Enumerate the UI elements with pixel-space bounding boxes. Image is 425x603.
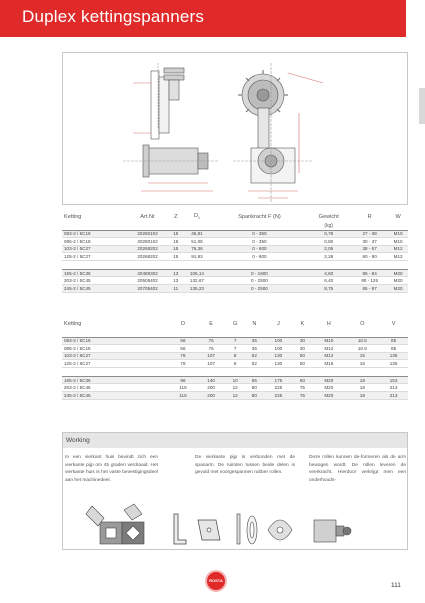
table-cell: 75 (293, 384, 312, 392)
table-cell: 135 (379, 360, 408, 368)
angle-bracket-icon (174, 514, 186, 544)
table-cell: 30 (293, 337, 312, 345)
col-header: R (367, 214, 372, 220)
table-row (62, 269, 408, 277)
col-header: W (395, 214, 401, 220)
flat-rod-icon (237, 514, 240, 544)
table-cell: 8 (226, 352, 245, 360)
table-row (62, 260, 408, 269)
table-cell: M20 (312, 376, 346, 384)
table-cell: 7 (226, 337, 245, 345)
table-cell: 103-2 / 5C27 (62, 245, 125, 253)
table-cell: 0 - 2500 (212, 277, 306, 285)
table-cell: 30 - 37 (351, 238, 388, 246)
table-cell: 085-2 / 5C18 (62, 345, 169, 353)
table-cell: 140 (197, 376, 226, 384)
table-cell: 225 (264, 392, 293, 400)
table-cell: 103-2 / 5C27 (62, 352, 169, 360)
table-cell: 80 (245, 384, 264, 392)
cylinder-roller-icon (314, 520, 351, 542)
table-row (62, 376, 408, 384)
table-cell: 0 - 1600 (212, 269, 306, 277)
table-cell: 76,36 (181, 245, 212, 253)
table-cell: 85 - 84 (351, 269, 388, 277)
table-row (62, 212, 408, 222)
table-cell: 16 (346, 360, 380, 368)
working-title: Working (63, 433, 407, 448)
working-text-3: Deze rollen kunnen de-formeren als de arm bewogen wordt. De rollen leveren de veerkracht. Hierdoor verkrijgt men een onderhouds- (309, 455, 406, 483)
table-cell: 60 (293, 376, 312, 384)
table-cell: 76 (169, 352, 197, 360)
table-row (62, 253, 408, 261)
table-cell (62, 260, 408, 269)
table-cell (212, 222, 306, 230)
table-cell: 38 - 67 (351, 245, 388, 253)
table-cell: 245-2 / 5C45 (62, 285, 125, 293)
page-title: Duplex kettingspanners (22, 7, 205, 26)
table-cell: 0,80 (306, 238, 351, 246)
table-cell: 20505402 (125, 277, 170, 285)
table-cell (62, 329, 408, 337)
table-cell: 18 (346, 384, 380, 392)
table-cell: 203-2 / 5C45 (62, 277, 125, 285)
table-row (62, 329, 408, 337)
table-row (62, 367, 408, 376)
table-row (62, 352, 408, 360)
table-cell: 130 (264, 360, 293, 368)
table-cell: 135 (379, 352, 408, 360)
table-cell: 10.5 (346, 345, 380, 353)
col-header: Art.Nr (140, 214, 155, 220)
table-cell: 85 - 97 (351, 285, 388, 293)
table-cell: 76 (169, 360, 197, 368)
col-header: N (252, 321, 257, 327)
col-header: D (180, 321, 185, 327)
dimensions-table-2 (62, 319, 408, 400)
table-cell: 60 - 90 (351, 253, 388, 261)
table-cell: 10 (226, 376, 245, 384)
working-text-2: De vierkante pijp is verbonden met de spanarm. De ruimten tussen beide delen is gevuld met voorgespannen rubber rollen. (195, 455, 295, 475)
title-bar (0, 0, 406, 37)
col-header: O (360, 321, 365, 327)
table-cell: 0 - 2500 (212, 285, 306, 293)
table-cell: 12 (226, 384, 245, 392)
table-cell: 200 (197, 392, 226, 400)
table-cell: 11 (170, 285, 181, 293)
table-cell: 200 (197, 384, 226, 392)
col-header: E (209, 321, 213, 327)
table-cell: M20 (388, 269, 408, 277)
table-cell: 15 (346, 352, 380, 360)
table-cell: 213 (379, 384, 408, 392)
table-cell: M16 (312, 360, 346, 368)
working-text-1: In een vierkant huis bevindt zich een vierkante pijp om 45 graden verdraaid. Het vierkante huis is het vaste bevestigingsdeel aan het machinedeel. (65, 455, 158, 483)
col-header: J (276, 321, 280, 327)
table-cell: 165-2 / 5C36 (62, 376, 169, 384)
brand-logo: ROSTA (205, 570, 227, 592)
table-cell: 175 (264, 376, 293, 384)
table-cell: 20280102 (125, 238, 170, 246)
table-cell: M10 (388, 230, 408, 238)
col-header: H (326, 321, 331, 327)
table-cell: 52 (245, 360, 264, 368)
col-header: V (391, 321, 396, 327)
table-cell: M12 (312, 352, 346, 360)
table-cell: M10 (388, 238, 408, 246)
table-cell: 91,93 (181, 253, 212, 261)
table-row (62, 360, 408, 368)
table-cell: 115 (169, 384, 197, 392)
table-row (62, 277, 408, 285)
table-cell: 50 (293, 352, 312, 360)
table-cell: 4,60 (306, 269, 351, 277)
table-cell: 225 (264, 384, 293, 392)
table-cell: 153 (379, 376, 408, 384)
table-cell: 2,28 (306, 253, 351, 261)
table-cell: 8 (226, 360, 245, 368)
table-cell: 75 (197, 337, 226, 345)
table-cell (181, 222, 212, 230)
table-cell: 35 (245, 337, 264, 345)
table-cell: 15 (170, 253, 181, 261)
table-cell: 085-2 / 5C18 (62, 238, 125, 246)
table-cell: 0,76 (306, 230, 351, 238)
table-cell: 50 (293, 360, 312, 368)
table-cell: 80 (245, 392, 264, 400)
table-cell: M10 (312, 337, 346, 345)
side-tab-marker (419, 88, 425, 124)
table-cell: 125-2 / 5C27 (62, 360, 169, 368)
table-cell: 15 (170, 245, 181, 253)
table-cell: 96 (169, 376, 197, 384)
table-row (62, 245, 408, 253)
table-row (62, 319, 408, 329)
table-cell: 18 (346, 376, 380, 384)
table-cell: 75 (293, 392, 312, 400)
table-row (62, 230, 408, 238)
table-cell: 083-2 / 5C16 (62, 230, 125, 238)
table-cell: M20 (388, 277, 408, 285)
unit-label: (kg) (324, 222, 334, 229)
table-cell: M20 (312, 384, 346, 392)
table-cell: 85 (379, 345, 408, 353)
rubber-ring-icon (247, 516, 257, 544)
working-illustrations (62, 500, 408, 550)
table-cell: 213 (379, 392, 408, 400)
table-cell: 20280102 (125, 230, 170, 238)
table-cell: 125-2 / 5C27 (62, 253, 125, 261)
table-cell: 6,40 (306, 277, 351, 285)
table-row (62, 337, 408, 345)
table-cell: 56 (169, 345, 197, 353)
table-cell: 51,08 (181, 238, 212, 246)
table-cell: 132,67 (181, 277, 212, 285)
table-cell: M20 (388, 285, 408, 293)
table-cell: M12 (312, 345, 346, 353)
table-row (62, 222, 408, 230)
table-cell: 90 - 125 (351, 277, 388, 285)
page-number: 111 (391, 582, 401, 589)
table-cell: 0 - 350 (212, 238, 306, 246)
table-cell (62, 367, 408, 376)
table-cell: 45,81 (181, 230, 212, 238)
table-cell: 12 (226, 392, 245, 400)
table-cell: 135,23 (181, 285, 212, 293)
table-cell: 65 (245, 376, 264, 384)
table-cell: 52 (245, 352, 264, 360)
table-cell: 130 (264, 352, 293, 360)
table-cell: 56 (169, 337, 197, 345)
table-cell: 13 (170, 269, 181, 277)
table-cell: 106,14 (181, 269, 212, 277)
table-row (62, 384, 408, 392)
table-cell: 8,75 (306, 285, 351, 293)
table-cell: 245-2 / 5C45 (62, 392, 169, 400)
table-cell: 15 (170, 230, 181, 238)
col-header: Z (174, 214, 178, 220)
dimensions-table-1 (62, 212, 408, 293)
table-cell (125, 222, 170, 230)
table-cell: 100 (264, 337, 293, 345)
col-header: G (232, 321, 238, 327)
table-cell: 13 (170, 277, 181, 285)
table-cell (62, 222, 125, 230)
table-cell: 083-2 / 5C16 (62, 337, 169, 345)
table-cell (170, 222, 181, 230)
table-row (62, 392, 408, 400)
table-cell: 0 - 350 (212, 230, 306, 238)
table-cell: 75 (197, 345, 226, 353)
table-row (62, 345, 408, 353)
table-cell: M12 (388, 253, 408, 261)
table-row (62, 285, 408, 293)
square-plate-icon (198, 520, 220, 540)
table-cell: 165-2 / 5C36 (62, 269, 125, 277)
table-cell: 7 (226, 345, 245, 353)
table-cell: 20705402 (125, 285, 170, 293)
table-cell: 85 (379, 337, 408, 345)
technical-drawing (62, 52, 408, 205)
col-header: Spankracht F (N) (238, 214, 281, 220)
table-cell: 0 - 600 (212, 245, 306, 253)
table-cell: 107 (197, 352, 226, 360)
tensioner-arm-icon (268, 520, 292, 540)
table-cell: 16 (170, 238, 181, 246)
col-header: Gewicht (318, 214, 339, 220)
table-cell: 18 (346, 392, 380, 400)
table-cell: 2,05 (306, 245, 351, 253)
col-header: Ketting (64, 214, 82, 220)
table-cell: 107 (197, 360, 226, 368)
table-cell: 20489302 (125, 269, 170, 277)
col-header: $D_1$ (193, 213, 200, 221)
tensioner-drawing-icon (63, 53, 409, 206)
table-cell: 0 - 600 (212, 253, 306, 261)
table-cell: 20268202 (125, 253, 170, 261)
table-row (62, 238, 408, 246)
table-cell (388, 222, 408, 230)
col-header: Ketting (64, 321, 82, 327)
exploded-housing-icon (86, 504, 144, 544)
table-cell: 30 (293, 345, 312, 353)
col-header: K (300, 321, 305, 327)
table-cell: 203-2 / 5C45 (62, 384, 169, 392)
table-cell: 20268202 (125, 245, 170, 253)
table-cell: 115 (169, 392, 197, 400)
table-cell (351, 222, 388, 230)
table-cell: 27 - 38 (351, 230, 388, 238)
table-cell: M12 (388, 245, 408, 253)
table-cell: 35 (245, 345, 264, 353)
table-cell: 10.5 (346, 337, 380, 345)
table-cell: 100 (264, 345, 293, 353)
table-cell: M20 (312, 392, 346, 400)
